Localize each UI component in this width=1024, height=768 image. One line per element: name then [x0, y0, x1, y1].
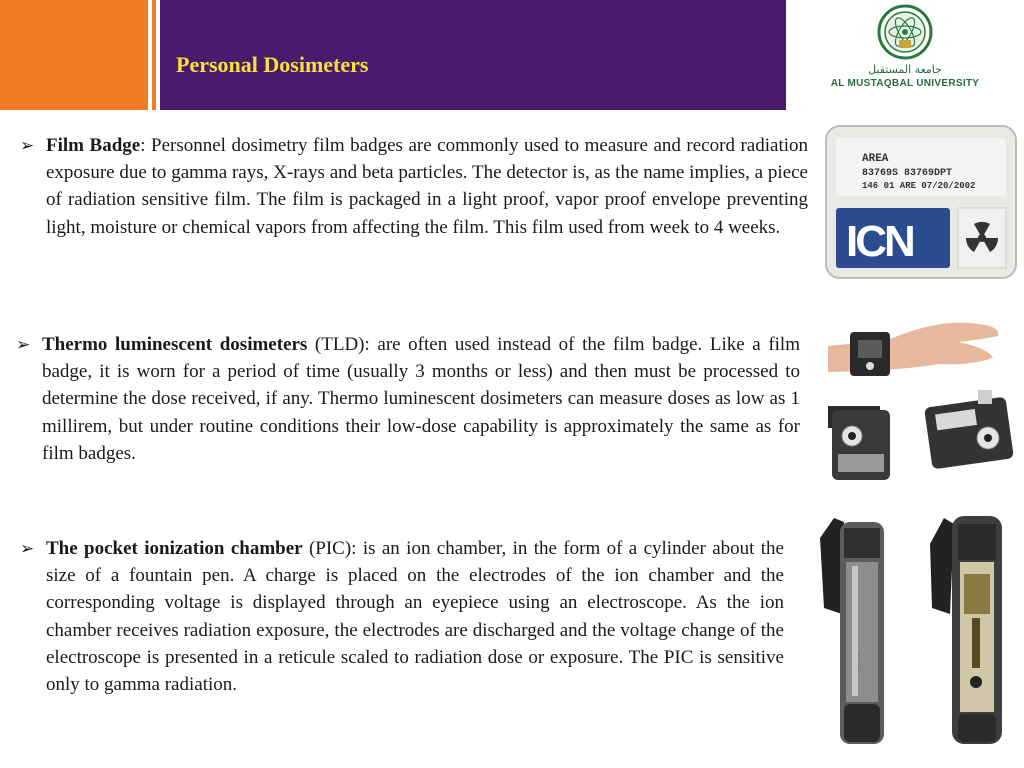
badge-brand: ICN	[846, 217, 913, 266]
tld-term: Thermo luminescent dosimeters	[42, 334, 308, 355]
logo-arabic-text: جامعة المستقبل	[868, 63, 942, 76]
pic-paragraph	[20, 535, 784, 698]
badge-label-line3: 146 01 ARE 07/20/2002	[862, 181, 976, 191]
logo-english-text: AL MUSTAQBAL UNIVERSITY	[830, 78, 980, 89]
pocket-ionization-chamber-image	[812, 504, 1024, 748]
pic-text: (PIC): is an ion chamber, in the form of a cylinder about the size of a fountain pen. A charge is placed on the electrodes of the ion chamber and the corresponding voltage is displayed through an eyepiece using an electroscope. As the ion chamber receives radiation exposure, the electrodes are discharged and the voltage change of the electroscope is presented in a reticule scaled to radiation dose or exposure. The PIC is sensitive only to gamma radiation.	[46, 538, 784, 696]
header-orange-block	[0, 0, 148, 110]
film-badge-term: Film Badge	[46, 135, 141, 156]
bullet-arrow-icon: ➢	[20, 136, 35, 155]
film-badge-text: : Personnel dosimetry film badges are commonly used to measure and record radiation exposure due to gamma rays, X-rays and beta particles. The detector is, as the name implies, a piece of radiation sensitive film. The film is packaged in a light proof, vapor proof envelope preventing light, moisture or chemical vapors from affecting the film. This film used from week to 4 weeks.	[46, 135, 808, 238]
tld-paragraph	[16, 331, 800, 467]
tld-text: (TLD): are often used instead of the film badge. Like a film badge, it is worn for a period of time (usually 3 months or less) and then must be processed to determine the dose received, if any. Thermo luminescent dosimeters can measure doses as low as 1 millirem, but under routine conditions their low-dose capability is approximately the same as for film badges.	[42, 334, 800, 464]
page-title: Personal Dosimeters	[176, 52, 369, 77]
bullet-arrow-icon: ➢	[16, 335, 31, 354]
film-badge-image	[824, 124, 1020, 282]
bullet-arrow-icon: ➢	[20, 539, 35, 558]
pic-term: The pocket ionization chamber	[46, 538, 303, 559]
tld-image	[828, 306, 1024, 496]
film-badge-paragraph	[20, 132, 808, 241]
svg-text:· · · ·: · · · ·	[854, 654, 863, 672]
badge-label-line2: 83769S 83769DPT	[862, 168, 953, 179]
badge-label-line1: AREA	[862, 153, 889, 165]
